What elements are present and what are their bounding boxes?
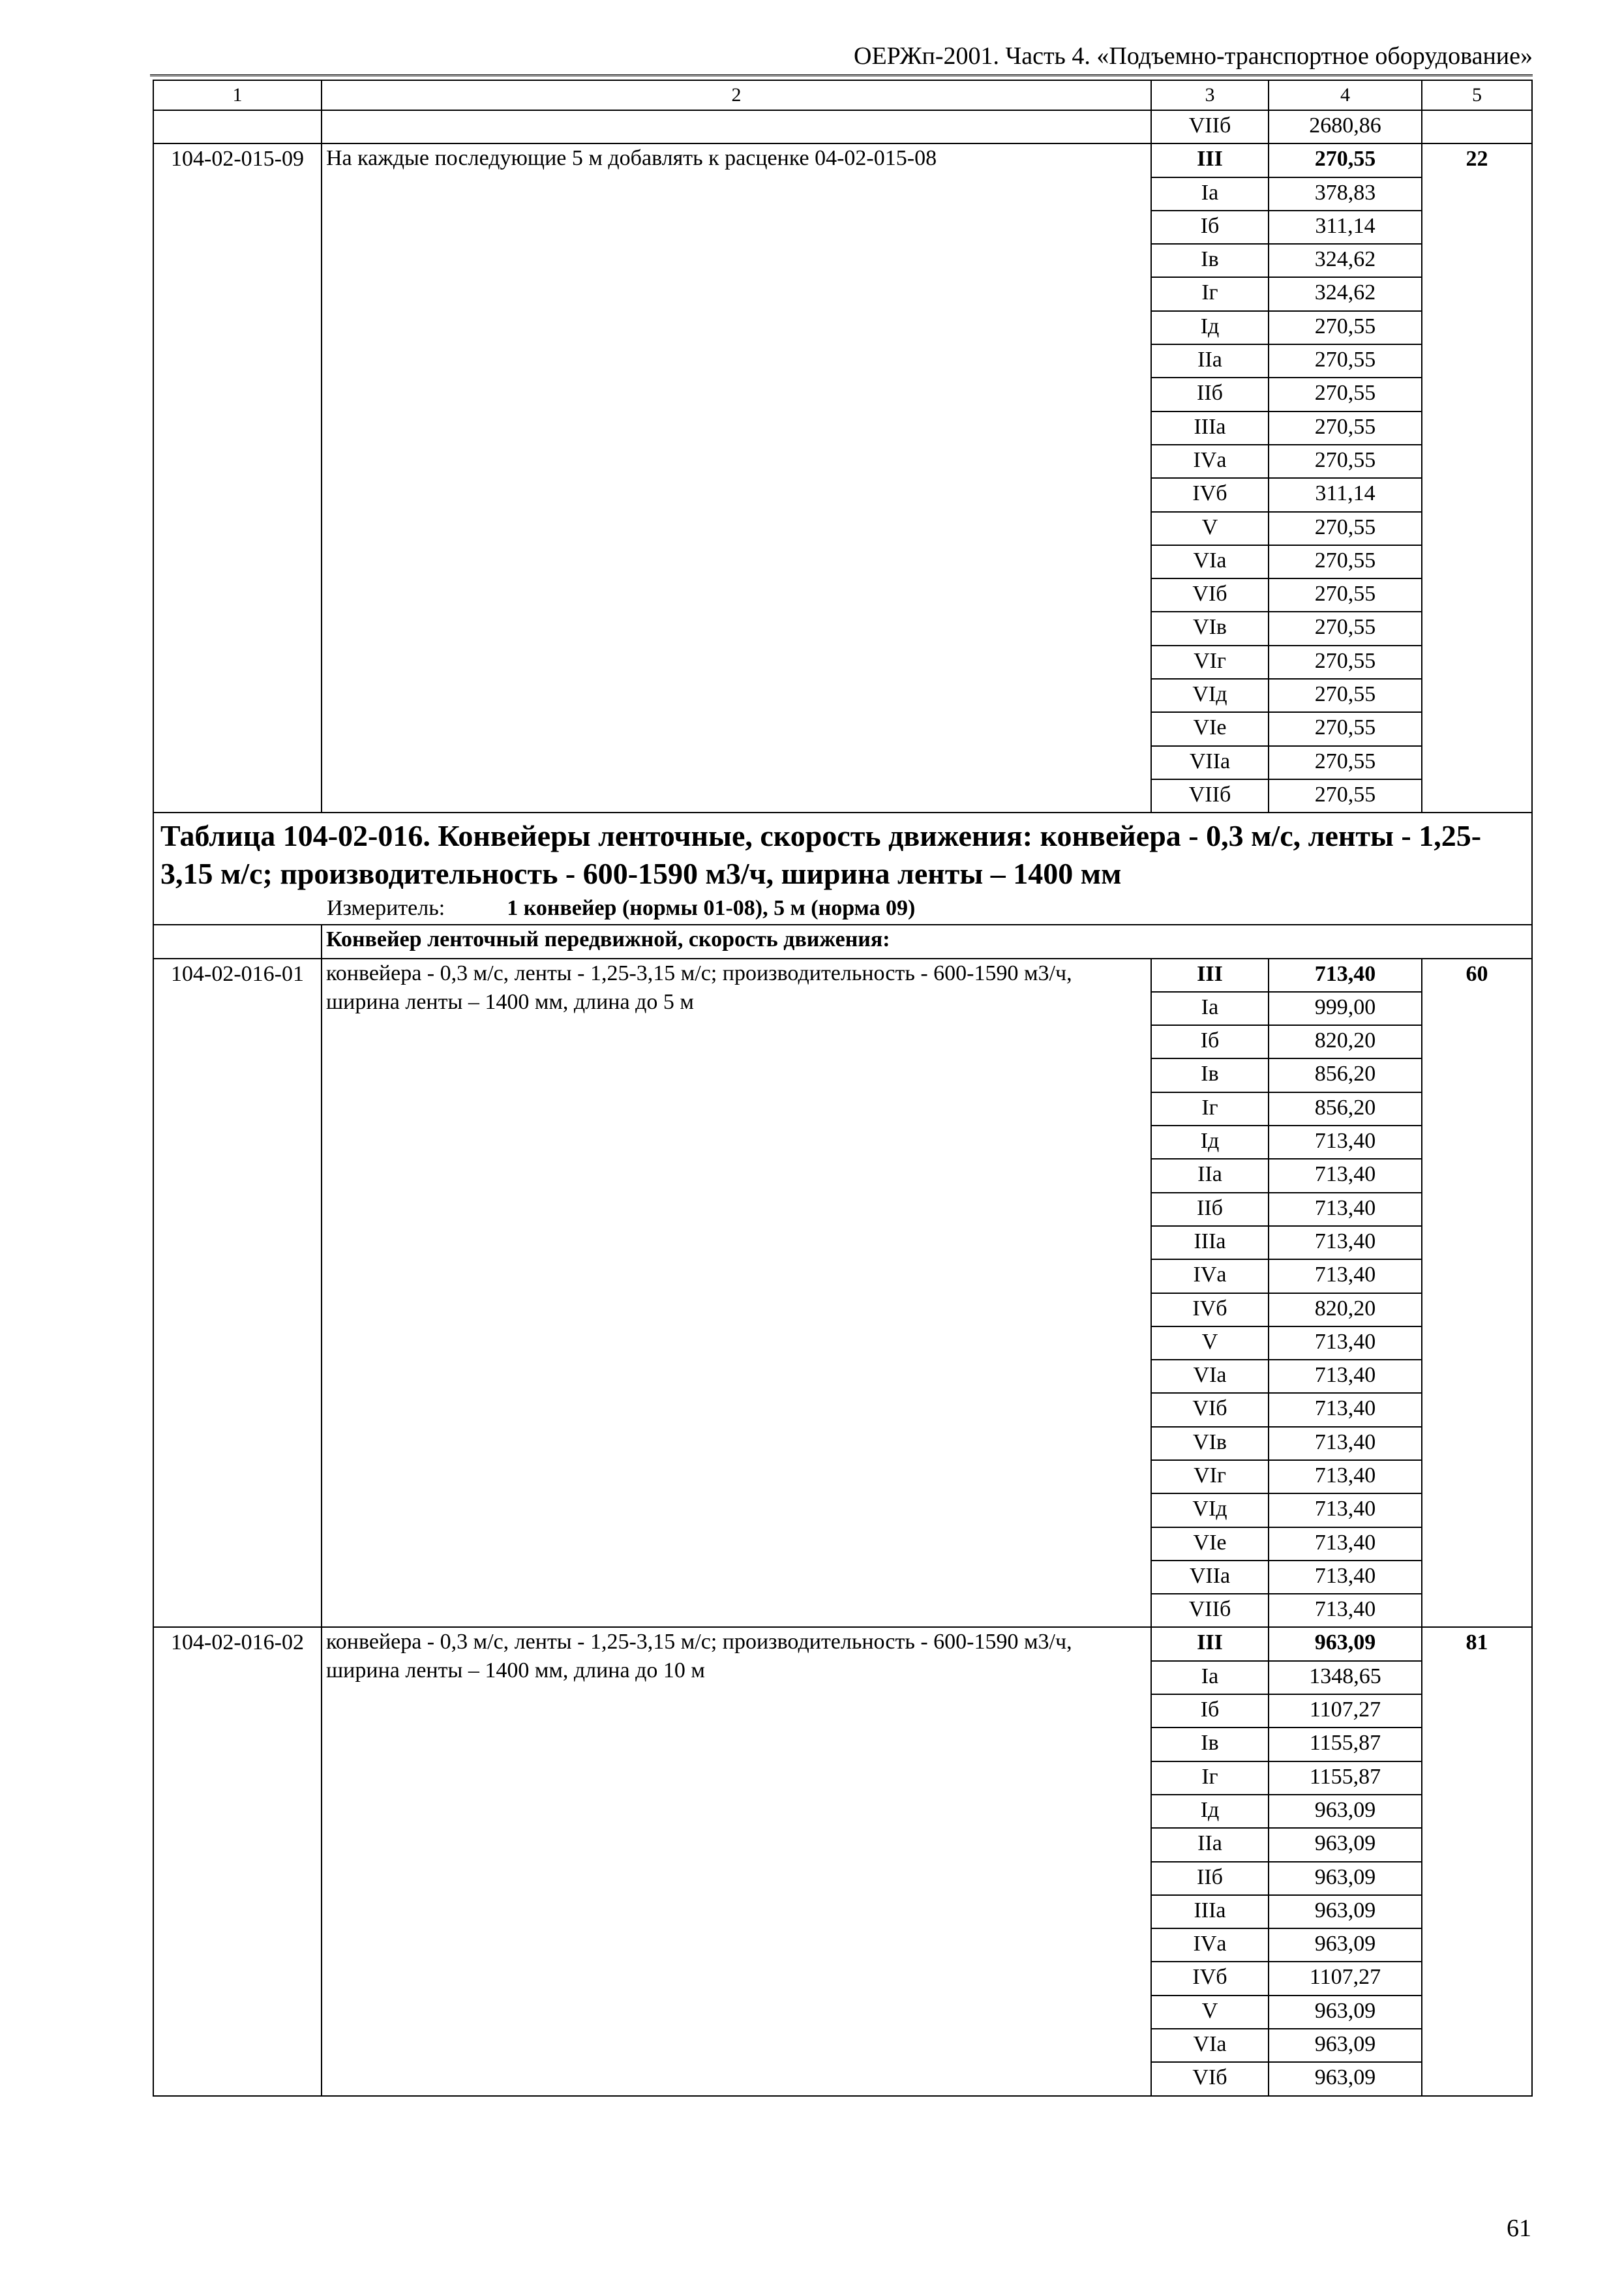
zone-cell: Iв [1151,244,1269,277]
zone-cell: Iд [1151,311,1269,344]
extra-cell [1422,110,1532,143]
price-cell: 270,55 [1269,143,1422,177]
measure-line [160,895,1525,921]
zone-cell: IIIа [1151,1895,1269,1928]
zone-cell: IIб [1151,1193,1269,1226]
zone-cell: III [1151,1627,1269,1660]
zone-cell: VIг [1151,646,1269,679]
extra-cell: 22 [1422,143,1532,813]
zone-cell: VIд [1151,679,1269,712]
zone-cell: VIа [1151,1360,1269,1393]
price-cell: 856,20 [1269,1058,1422,1092]
column-number: 2 [322,80,1151,110]
zone-cell: Iг [1151,1761,1269,1795]
price-cell: 270,55 [1269,545,1422,578]
zone-cell: VIе [1151,712,1269,745]
description-cell: конвейера - 0,3 м/с, ленты - 1,25-3,15 м/с; производительность - 600-1590 м3/ч, ширина ленты – 1400 мм, длина до 10 м [322,1627,1151,2095]
zone-cell: IIб [1151,378,1269,411]
price-cell: 963,09 [1269,1996,1422,2029]
section-row [153,925,1532,958]
price-cell: 713,40 [1269,1493,1422,1527]
zone-cell: VIIб [1151,779,1269,813]
zone-cell: VIб [1151,578,1269,612]
price-cell: 713,40 [1269,1527,1422,1561]
price-cell: 713,40 [1269,1126,1422,1159]
zone-cell: IVб [1151,1962,1269,1995]
price-cell: 1107,27 [1269,1694,1422,1728]
zone-cell: VIIб [1151,1594,1269,1627]
zone-cell: V [1151,512,1269,545]
table-row [153,959,1532,992]
code-cell: 104-02-016-02 [153,1627,322,2095]
price-cell: 324,62 [1269,244,1422,277]
price-cell: 324,62 [1269,277,1422,310]
table-row [153,1627,1532,1660]
extra-cell: 81 [1422,1627,1532,2095]
price-cell: 311,14 [1269,211,1422,244]
zone-cell: VIIб [1151,110,1269,143]
table-title: Таблица 104-02-016. Конвейеры ленточные, скорость движения: конвейера - 0,3 м/с, ленты - 1,25-3,15 м/с; производительность - 600-1590 м3/ч, ширина ленты – 1400 мм [160,819,1482,891]
column-number: 3 [1151,80,1269,110]
price-cell: 270,55 [1269,311,1422,344]
column-number: 1 [153,80,322,110]
column-number: 4 [1269,80,1422,110]
measure-label: Измеритель: [327,896,445,921]
price-cell: 963,09 [1269,2029,1422,2062]
zone-cell: VIв [1151,1427,1269,1460]
zone-cell: VIе [1151,1527,1269,1561]
price-cell: 270,55 [1269,712,1422,745]
extra-cell: 60 [1422,959,1532,1628]
zone-cell: Iб [1151,211,1269,244]
price-cell: 713,40 [1269,1427,1422,1460]
zone-cell: Iд [1151,1126,1269,1159]
table-row [153,110,1532,143]
zone-cell: IIб [1151,1862,1269,1895]
price-cell: 378,83 [1269,177,1422,211]
price-cell: 999,00 [1269,992,1422,1025]
table-row [153,143,1532,177]
price-cell: 713,40 [1269,1159,1422,1192]
price-cell: 963,09 [1269,1828,1422,1861]
zone-cell: VIIа [1151,746,1269,779]
page-number: 61 [1507,2215,1531,2242]
price-cell: 713,40 [1269,959,1422,992]
zone-cell: IVб [1151,478,1269,511]
price-cell: 270,55 [1269,445,1422,478]
zone-cell: IVа [1151,1928,1269,1962]
zone-cell: Iб [1151,1025,1269,1058]
zone-cell: IIа [1151,344,1269,378]
price-cell: 270,55 [1269,779,1422,813]
price-cell: 713,40 [1269,1460,1422,1493]
price-cell: 270,55 [1269,512,1422,545]
zone-cell: IIIа [1151,1226,1269,1259]
zone-cell: VIб [1151,2062,1269,2095]
price-cell: 713,40 [1269,1561,1422,1594]
table-title-row [153,813,1532,925]
zone-cell: Iв [1151,1728,1269,1761]
zone-cell: IVа [1151,1259,1269,1293]
price-cell: 963,09 [1269,2062,1422,2095]
price-cell: 963,09 [1269,1627,1422,1660]
zone-cell: VIIа [1151,1561,1269,1594]
zone-cell: Iг [1151,277,1269,310]
price-cell: 820,20 [1269,1025,1422,1058]
description-cell: На каждые последующие 5 м добавлять к расценке 04-02-015-08 [322,143,1151,813]
zone-cell: III [1151,959,1269,992]
zone-cell: III [1151,143,1269,177]
zone-cell: IVб [1151,1293,1269,1326]
price-cell: 856,20 [1269,1092,1422,1126]
section-title: Конвейер ленточный передвижной, скорость движения: [322,925,1532,958]
price-cell: 1107,27 [1269,1962,1422,1995]
description-cell [322,110,1151,143]
running-header: ОЕРЖп-2001. Часть 4. «Подъемно-транспортное оборудование» [854,42,1533,70]
measure-value: 1 конвейер (нормы 01-08), 5 м (норма 09) [507,896,916,921]
price-cell: 270,55 [1269,612,1422,645]
price-cell: 820,20 [1269,1293,1422,1326]
price-cell: 713,40 [1269,1259,1422,1293]
price-cell: 270,55 [1269,578,1422,612]
price-cell: 270,55 [1269,378,1422,411]
price-cell: 270,55 [1269,344,1422,378]
zone-cell: VIд [1151,1493,1269,1527]
price-cell: 1155,87 [1269,1761,1422,1795]
price-cell: 963,09 [1269,1862,1422,1895]
table-title-cell [153,813,1532,925]
price-cell: 713,40 [1269,1594,1422,1627]
price-cell: 311,14 [1269,478,1422,511]
price-cell: 1348,65 [1269,1661,1422,1694]
price-cell: 963,09 [1269,1895,1422,1928]
code-cell [153,925,322,958]
zone-cell: Iб [1151,1694,1269,1728]
zone-cell: VIа [1151,545,1269,578]
price-cell: 270,55 [1269,646,1422,679]
code-cell [153,110,322,143]
zone-cell: VIб [1151,1393,1269,1426]
column-number-row [153,80,1532,110]
zone-cell: VIг [1151,1460,1269,1493]
zone-cell: Iа [1151,1661,1269,1694]
zone-cell: IIа [1151,1828,1269,1861]
zone-cell: VIв [1151,612,1269,645]
zone-cell: Iв [1151,1058,1269,1092]
zone-cell: IIа [1151,1159,1269,1192]
price-cell: 270,55 [1269,679,1422,712]
zone-cell: VIа [1151,2029,1269,2062]
rates-table [153,80,1533,2097]
zone-cell: IIIа [1151,411,1269,445]
price-cell: 963,09 [1269,1928,1422,1962]
zone-cell: V [1151,1326,1269,1360]
price-cell: 963,09 [1269,1795,1422,1828]
price-cell: 713,40 [1269,1326,1422,1360]
price-cell: 1155,87 [1269,1728,1422,1761]
zone-cell: Iг [1151,1092,1269,1126]
price-cell: 713,40 [1269,1193,1422,1226]
code-cell: 104-02-015-09 [153,143,322,813]
code-cell: 104-02-016-01 [153,959,322,1628]
price-cell: 2680,86 [1269,110,1422,143]
price-cell: 713,40 [1269,1226,1422,1259]
description-cell: конвейера - 0,3 м/с, ленты - 1,25-3,15 м/с; производительность - 600-1590 м3/ч, ширина ленты – 1400 мм, длина до 5 м [322,959,1151,1628]
price-cell: 713,40 [1269,1393,1422,1426]
zone-cell: Iа [1151,992,1269,1025]
zone-cell: Iа [1151,177,1269,211]
zone-cell: IVа [1151,445,1269,478]
header-rule [150,74,1533,76]
rates-table-body [153,80,1532,2096]
price-cell: 270,55 [1269,746,1422,779]
zone-cell: V [1151,1996,1269,2029]
zone-cell: Iд [1151,1795,1269,1828]
price-cell: 270,55 [1269,411,1422,445]
price-cell: 713,40 [1269,1360,1422,1393]
column-number: 5 [1422,80,1532,110]
